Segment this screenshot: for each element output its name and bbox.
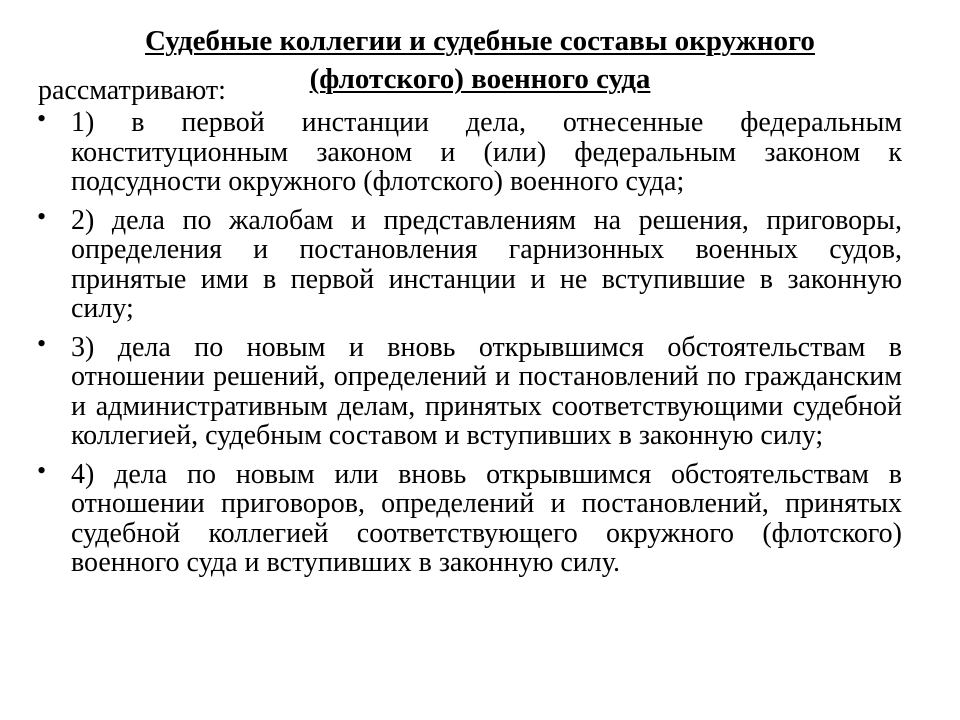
list-item xyxy=(36,328,902,451)
list-item-text: 3) дела по новым и вновь открывшимся обстоятельствам в отношении решений, определений и постановлений по гражданским и административным делам, принятых соответствующими судебной коллегией, судебным составом и вступивших в законную силу; xyxy=(71,331,902,451)
bullet-list xyxy=(36,104,902,587)
list-item-text: 2) дела по жалобам и представлениям на решения, приговоры, определения и постановления гарнизонных военных судов, принятые ими в первой инстанции и не вступившие в законную силу; xyxy=(71,204,902,324)
bullet-icon: • xyxy=(37,201,47,231)
list-item-text: 1) в первой инстанции дела, отнесенные федеральным конституционным законом и (или) федеральным законом к подсудности окружного (флотского) военного суда; xyxy=(71,107,902,197)
slide-title-line-1: Судебные коллегии и судебные составы окружного xyxy=(145,25,815,57)
list-item-text: 4) дела по новым или вновь открывшимся обстоятельствам в отношении приговоров, определений и постановлений, принятых судебной коллегией соответствующего окружного (флотского) военного суда и вступивших в законную силу. xyxy=(71,458,902,578)
intro-text: рассматривают: xyxy=(38,75,226,106)
list-item xyxy=(36,455,902,578)
bullet-icon: • xyxy=(37,328,47,358)
bullet-icon: • xyxy=(37,104,47,133)
bullet-icon: • xyxy=(37,455,47,485)
slide-title-line-2: (флотского) военного суда xyxy=(309,63,651,95)
list-item xyxy=(36,201,902,324)
list-item xyxy=(36,104,902,197)
